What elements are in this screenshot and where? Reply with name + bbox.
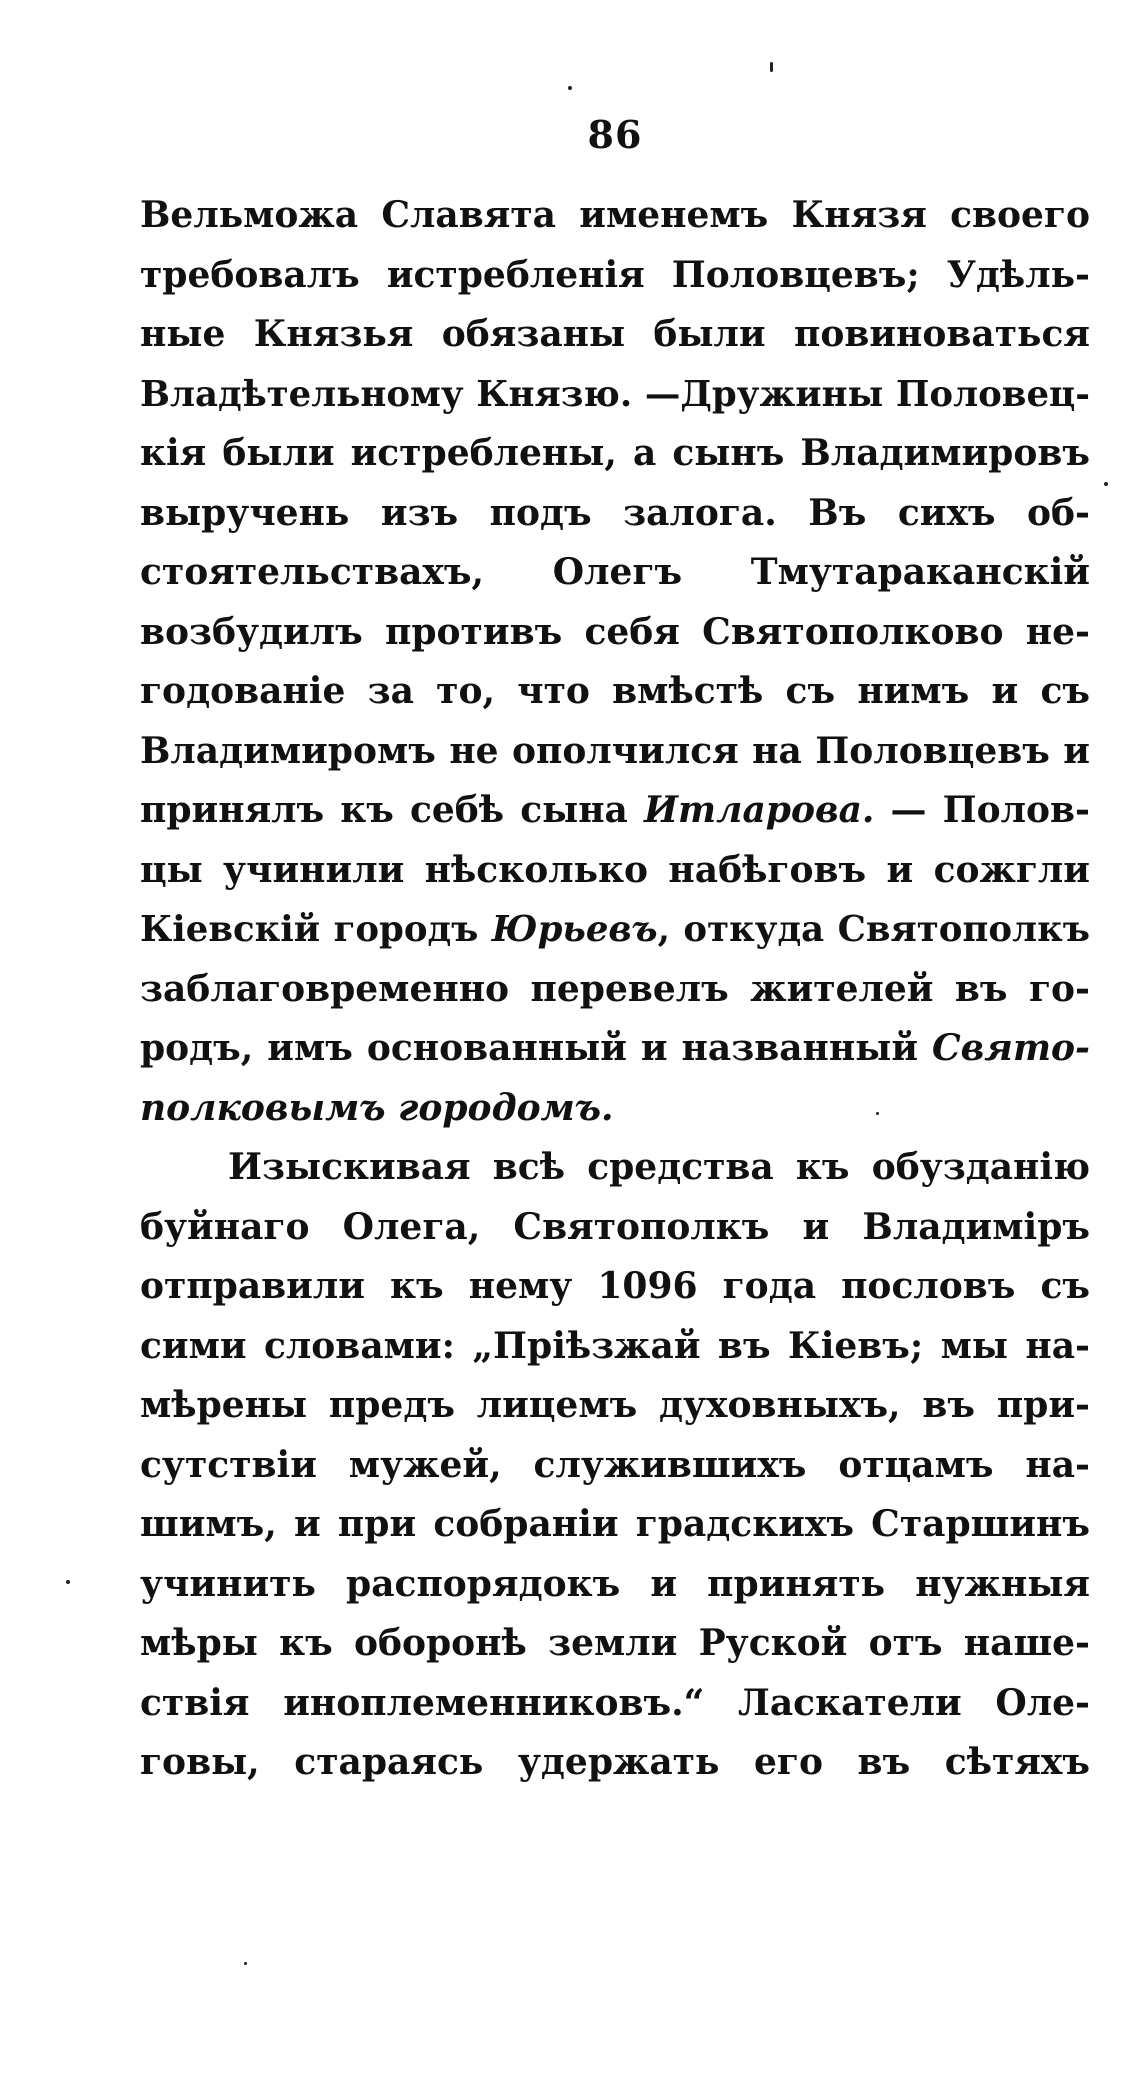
ink-speck [66,1580,70,1584]
ink-speck [568,86,572,90]
page-number: 86 [587,112,643,157]
text-line: годованіе за то, что вмѣстѣ съ нимъ и съ [140,670,1090,712]
italic-name: Свято- [932,1027,1090,1069]
ink-speck [770,62,773,72]
ink-speck [244,1962,247,1965]
text-line: Владимиромъ не ополчился на Половцевъ и [140,729,1090,772]
text-line: родъ, имъ основанный и названный Свято- [140,1027,1090,1069]
text-line: ствія иноплеменниковъ.“ Ласкатели Оле- [140,1681,1090,1724]
text-line: отправили къ нему 1096 года пословъ съ [140,1265,1090,1307]
text-line: говы, стараясь удержать его въ сѣтяхъ [140,1741,1090,1783]
text-line: выручень изъ подъ залога. Въ сихъ об- [140,491,1090,534]
text-line [140,1079,1090,1139]
text-line: требовалъ истребленія Половцевъ; Удѣль- [140,253,1090,296]
text-line: мѣры къ оборонѣ земли Руской отъ наше- [140,1622,1090,1664]
ink-speck [1104,482,1108,486]
text-line: буйнаго Олега, Святополкъ и Владиміръ [140,1205,1090,1248]
text-line: мѣрены предъ лицемъ духовныхъ, въ при- [140,1384,1090,1426]
text-line: учинить распорядокъ и принять нужныя [140,1562,1090,1605]
text-line: стоятельствахъ, Олегъ Тмутараканскій [140,551,1090,593]
text-line: шимъ, и при собраніи градскихъ Старшинъ [140,1503,1090,1545]
text-line: цы учинили нѣсколько набѣговъ и сожгли [140,848,1090,891]
text-line: Кіевскій городъ Юрьевъ, откуда Святополкъ [140,909,1090,950]
text-line: сими словами: „Пріѣзжай въ Кіевъ; мы на- [140,1324,1090,1367]
text-line: возбудилъ противъ себя Святополково не- [140,610,1090,653]
text-line: кія были истреблены, а сынъ Владимировъ [140,432,1090,474]
text-line-paragraph-start: Изыскивая всѣ средства къ обузданію [228,1146,1090,1188]
italic-name: Юрьевъ [491,909,658,950]
text-line: принялъ къ себѣ сына Итларова. — Полов- [140,789,1090,831]
text-line: Владѣтельному Князю. —Дружины Половец- [140,373,1090,415]
italic-name: полковымъ городомъ. [140,1086,614,1129]
body-text [140,186,1090,1793]
text-line: Вельможа Славята именемъ Князя своего [140,194,1090,236]
text-line: ные Князья обязаны были повиноваться [140,313,1090,355]
italic-name: Итларова. [643,789,875,831]
ink-speck [876,1112,879,1115]
text-line: заблаговременно перевелъ жителей въ го- [140,967,1090,1010]
text-line: сутствіи мужей, служившихъ отцамъ на- [140,1443,1090,1486]
